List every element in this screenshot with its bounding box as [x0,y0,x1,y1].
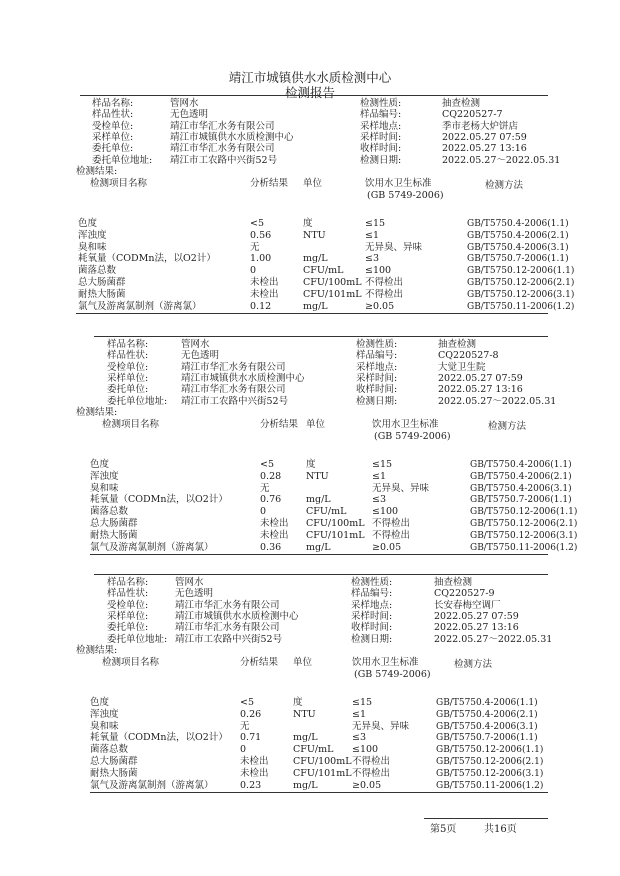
table-row-result: 0.56 [250,229,272,241]
meta-value-sample-name: 管网水 [170,98,199,109]
table-row-result: 0.28 [260,470,282,482]
table-row-standard: ≤100 [365,265,392,277]
section-top-rule [94,336,548,337]
meta-value-test-type: 抽查检测 [434,577,473,588]
meta-value-sampling-unit: 靖江市城镇供水水质检测中心 [181,372,305,384]
meta-label-sampling-site: 采样地点: [360,120,402,132]
col-header-unit: 单位 [293,656,313,668]
meta-label-sampling-time: 采样时间: [356,372,398,384]
table-row-standard: ≤3 [365,253,380,265]
meta-value-test-date: 2022.05.27～2022.05.31 [442,154,561,166]
section-top-rule [94,574,548,575]
table-row-method: GB/T5750.7-2006(1.1) [436,733,538,744]
col-header-standard: 饮用水卫生标准 [365,177,432,189]
meta-label-sample-no: 样品编号: [351,588,393,600]
table-row-method: GB/T5750.12-2006(2.1) [467,278,575,288]
results-heading: 检测结果: [76,165,118,177]
footer-rule [424,818,548,819]
table-row-result: 0.36 [260,541,282,553]
meta-label-client-address: 委托单位地址: [107,633,168,645]
meta-label-test-date: 检测日期: [360,154,402,166]
table-row-standard: ≤3 [372,494,387,506]
table-row-standard: ≤3 [352,732,367,744]
meta-label-test-type: 检测性质: [351,577,393,588]
table-row-result: <5 [240,697,255,708]
meta-label-sample-no: 样品编号: [356,350,398,362]
table-row-method: GB/T5750.12-2006(3.1) [436,768,544,779]
table-row-standard: ≤1 [365,229,380,241]
table-row-item: 浑浊度 [78,229,107,241]
table-row-standard: ≥0.05 [352,779,382,791]
meta-value-sampling-site: 季市老杨大炉饼店 [442,120,519,132]
meta-value-client-unit: 靖江市华汇水务有限公司 [181,384,286,396]
table-row-unit: mg/L [303,300,328,312]
table-row-item: 色度 [90,459,110,470]
table-row-result: 0.76 [260,494,282,506]
table-row-standard: ≤100 [372,506,399,518]
table-row-standard: ≤15 [372,459,393,470]
table-row-method: GB/T5750.12-2006(1.1) [467,266,575,277]
section-bottom-rule [90,792,548,793]
table-row-result: 未检出 [240,767,269,779]
table-row-unit: CFU/100mL [303,277,362,288]
table-row-unit: mg/L [306,541,331,553]
table-row-item: 色度 [78,218,98,229]
table-row-result: <5 [250,218,265,229]
section-bottom-rule [90,554,548,555]
table-row-unit: CFU/100mL [306,518,365,529]
col-header-standard-sub: (GB 5749-2006) [367,189,444,201]
meta-label-test-date: 检测日期: [356,395,398,407]
table-row-method: GB/T5750.4-2006(3.1) [467,242,569,253]
meta-value-inspected-unit: 靖江市华汇水务有限公司 [181,361,286,373]
table-row-method: GB/T5750.12-2006(3.1) [470,530,578,541]
meta-value-sampling-unit: 靖江市城镇供水水质检测中心 [170,131,294,143]
table-row-method: GB/T5750.12-2006(1.1) [470,507,578,518]
meta-label-sample-no: 样品编号: [360,109,402,121]
table-row-unit: CFU/mL [293,744,334,756]
table-row-unit: mg/L [303,253,328,265]
table-row-standard: 无异臭、异味 [372,482,430,494]
section-top-rule [80,95,548,96]
table-row-unit: mg/L [293,732,318,744]
table-row-unit: CFU/mL [303,265,344,277]
table-row-unit: 度 [306,459,316,470]
table-row-standard: ≤1 [352,708,367,720]
table-row-method: GB/T5750.12-2006(1.1) [436,745,544,756]
table-row-result: 未检出 [240,756,269,767]
meta-value-receive-time: 2022.05.27 13:16 [442,143,527,155]
meta-label-client-address: 委托单位地址: [92,154,153,166]
table-row-result: 未检出 [260,518,289,529]
table-row-result: 1.00 [250,253,272,265]
meta-value-inspected-unit: 靖江市华汇水务有限公司 [175,599,280,611]
table-row-method: GB/T5750.12-2006(2.1) [470,519,578,529]
table-row-result: 未检出 [250,277,279,288]
table-row-item: 浑浊度 [90,708,119,720]
report-title: 检测报告 [284,85,335,100]
table-row-unit: mg/L [306,494,331,506]
meta-label-client-unit: 委托单位: [107,384,149,396]
col-header-item: 检测项目名称 [102,418,160,430]
meta-label-sample-state: 样品性状: [107,350,149,362]
table-row-item: 色度 [90,697,110,708]
table-row-method: GB/T5750.11-2006(1.2) [467,301,575,312]
table-row-item: 耐热大肠菌 [90,767,138,779]
meta-value-test-type: 抽查检测 [442,98,481,109]
table-row-item: 总大肠菌群 [90,518,138,529]
meta-value-sampling-time: 2022.05.27 07:59 [434,610,519,622]
meta-value-sample-state: 无色透明 [170,109,209,121]
table-row-standard: ≤1 [372,470,387,482]
page-total: 共16页 [484,824,517,835]
meta-value-client-address: 靖江市工农路中兴街52号 [181,395,289,407]
table-row-result: 0 [250,265,257,277]
meta-value-receive-time: 2022.05.27 13:16 [438,384,523,396]
table-row-method: GB/T5750.4-2006(2.1) [467,230,569,241]
results-heading: 检测结果: [76,406,118,418]
meta-value-sample-no: CQ220527-9 [434,588,495,600]
table-row-unit: CFU/mL [306,506,347,518]
meta-label-client-address: 委托单位地址: [107,395,168,407]
table-row-standard: 无异臭、异味 [365,241,423,253]
table-row-item: 耐热大肠菌 [90,529,138,541]
table-row-result: 0 [240,744,247,756]
table-row-item: 浑浊度 [90,470,119,482]
table-row-item: 菌落总数 [90,744,129,756]
table-row-method: GB/T5750.4-2006(1.1) [467,219,569,229]
table-row-standard: ≤15 [365,218,386,229]
meta-value-inspected-unit: 靖江市华汇水务有限公司 [170,120,275,132]
table-row-item: 耗氧量（CODMn法，以O2计） [78,253,216,265]
table-row-item: 耗氧量（CODMn法，以O2计） [90,494,228,506]
meta-label-receive-time: 收样时间: [360,143,402,155]
meta-value-receive-time: 2022.05.27 13:16 [434,622,519,634]
table-row-item: 总大肠菌群 [90,756,138,767]
table-row-method: GB/T5750.11-2006(1.2) [436,780,544,791]
results-heading: 检测结果: [76,644,118,656]
meta-label-sample-name: 样品名称: [107,577,149,588]
table-row-result: 无 [250,241,260,253]
table-row-method: GB/T5750.4-2006(3.1) [436,721,538,732]
table-row-item: 臭和味 [90,720,119,732]
meta-value-client-address: 靖江市工农路中兴街52号 [175,633,283,645]
meta-value-sampling-site: 长安春梅空调厂 [434,599,501,611]
meta-label-test-type: 检测性质: [356,339,398,350]
col-header-standard: 饮用水卫生标准 [372,418,439,430]
table-row-method: GB/T5750.4-2006(1.1) [470,460,572,470]
col-header-standard-sub: (GB 5749-2006) [354,668,431,680]
col-header-unit: 单位 [306,418,326,430]
table-row-standard: ≥0.05 [372,541,402,553]
meta-value-test-date: 2022.05.27～2022.05.31 [438,395,557,407]
table-row-item: 氯气及游离氯制剂（游离氯） [90,779,214,791]
col-header-unit: 单位 [303,177,323,189]
meta-label-sampling-unit: 采样单位: [107,372,149,384]
table-row-unit: CFU/101mL [306,529,365,541]
table-row-unit: NTU [306,470,329,482]
table-row-standard: 不得检出 [372,529,411,541]
meta-value-sampling-unit: 靖江市城镇供水水质检测中心 [175,610,299,622]
table-row-standard: 不得检出 [352,756,391,767]
page-number: 第5页 [430,824,457,835]
meta-label-sampling-time: 采样时间: [360,131,402,143]
table-row-unit: CFU/100mL [293,756,352,767]
meta-value-test-date: 2022.05.27～2022.05.31 [434,633,553,645]
table-row-method: GB/T5750.7-2006(1.1) [470,495,572,506]
table-row-standard: ≤100 [352,744,379,756]
col-header-result: 分析结果 [260,418,299,430]
table-row-item: 耐热大肠菌 [78,288,126,300]
meta-value-sample-name: 管网水 [181,339,210,350]
table-row-standard: 不得检出 [365,288,404,300]
table-row-method: GB/T5750.12-2006(3.1) [467,289,575,300]
meta-label-sampling-time: 采样时间: [351,610,393,622]
col-header-standard: 饮用水卫生标准 [352,656,419,668]
table-row-result: 0.12 [250,300,272,312]
table-row-unit: CFU/101mL [303,288,362,300]
col-header-method: 检测方法 [488,420,527,432]
meta-value-sample-name: 管网水 [175,577,204,588]
meta-label-sampling-site: 采样地点: [351,599,393,611]
table-row-standard: ≥0.05 [365,300,395,312]
report-org-title: 靖江市城镇供水水质检测中心 [228,70,392,85]
table-row-result: 未检出 [250,288,279,300]
meta-value-sampling-site: 大觉卫生院 [438,361,486,373]
meta-value-client-unit: 靖江市华汇水务有限公司 [175,622,280,634]
meta-value-test-type: 抽查检测 [438,339,477,350]
meta-value-sample-no: CQ220527-8 [438,350,499,362]
meta-value-sampling-time: 2022.05.27 07:59 [442,131,527,143]
meta-label-sampling-site: 采样地点: [356,361,398,373]
table-row-standard: 不得检出 [365,277,404,288]
meta-label-receive-time: 收样时间: [351,622,393,634]
table-row-standard: 不得检出 [372,518,411,529]
meta-label-client-unit: 委托单位: [107,622,149,634]
table-row-unit: 度 [293,697,303,708]
table-row-item: 氯气及游离氯制剂（游离氯） [90,541,214,553]
col-header-method: 检测方法 [454,658,493,670]
table-row-standard: 无异臭、异味 [352,720,410,732]
table-row-method: GB/T5750.4-2006(2.1) [470,471,572,482]
table-row-method: GB/T5750.12-2006(2.1) [436,757,544,767]
col-header-item: 检测项目名称 [90,177,148,189]
table-row-method: GB/T5750.4-2006(2.1) [436,709,538,720]
meta-value-sampling-time: 2022.05.27 07:59 [438,372,523,384]
meta-label-inspected-unit: 受检单位: [107,361,149,373]
table-row-result: 0 [260,506,267,518]
table-row-standard: ≤15 [352,697,373,708]
meta-label-sampling-unit: 采样单位: [107,610,149,622]
table-row-method: GB/T5750.4-2006(1.1) [436,698,538,708]
meta-label-sample-name: 样品名称: [107,339,149,350]
table-row-result: 无 [260,482,270,494]
table-row-item: 总大肠菌群 [78,277,126,288]
meta-label-inspected-unit: 受检单位: [107,599,149,611]
table-row-item: 氯气及游离氯制剂（游离氯） [78,300,202,312]
meta-value-client-address: 靖江市工农路中兴街52号 [170,154,278,166]
section-bottom-rule [76,313,548,314]
table-row-unit: NTU [303,229,326,241]
table-row-unit: NTU [293,708,316,720]
meta-label-sample-name: 样品名称: [92,98,134,109]
table-row-item: 菌落总数 [90,506,129,518]
meta-value-client-unit: 靖江市华汇水务有限公司 [170,143,275,155]
col-header-item: 检测项目名称 [102,656,160,668]
table-row-item: 菌落总数 [78,265,117,277]
table-row-result: 0.71 [240,732,262,744]
table-row-result: 0.26 [240,708,262,720]
table-row-result: 无 [240,720,250,732]
meta-label-sample-state: 样品性状: [92,109,134,121]
meta-label-test-date: 检测日期: [351,633,393,645]
meta-label-inspected-unit: 受检单位: [92,120,134,132]
table-row-method: GB/T5750.7-2006(1.1) [467,254,569,265]
table-row-item: 臭和味 [90,482,119,494]
col-header-method: 检测方法 [485,179,524,191]
table-row-unit: mg/L [293,779,318,791]
col-header-standard-sub: (GB 5749-2006) [374,430,451,442]
table-row-result: 0.23 [240,779,262,791]
meta-label-sampling-unit: 采样单位: [92,131,134,143]
table-row-item: 耗氧量（CODMn法，以O2计） [90,732,228,744]
col-header-result: 分析结果 [250,177,289,189]
table-row-method: GB/T5750.11-2006(1.2) [470,542,578,553]
meta-value-sample-no: CQ220527-7 [442,109,503,121]
meta-label-sample-state: 样品性状: [107,588,149,600]
table-row-result: <5 [260,459,275,470]
meta-value-sample-state: 无色透明 [175,588,214,600]
table-row-result: 未检出 [260,529,289,541]
table-row-standard: 不得检出 [352,767,391,779]
col-header-result: 分析结果 [240,656,279,668]
meta-label-client-unit: 委托单位: [92,143,134,155]
meta-label-test-type: 检测性质: [360,98,402,109]
table-row-unit: CFU/101mL [293,767,352,779]
meta-label-receive-time: 收样时间: [356,384,398,396]
table-row-method: GB/T5750.4-2006(3.1) [470,483,572,494]
meta-value-sample-state: 无色透明 [181,350,220,362]
table-row-unit: 度 [303,218,313,229]
table-row-item: 臭和味 [78,241,107,253]
